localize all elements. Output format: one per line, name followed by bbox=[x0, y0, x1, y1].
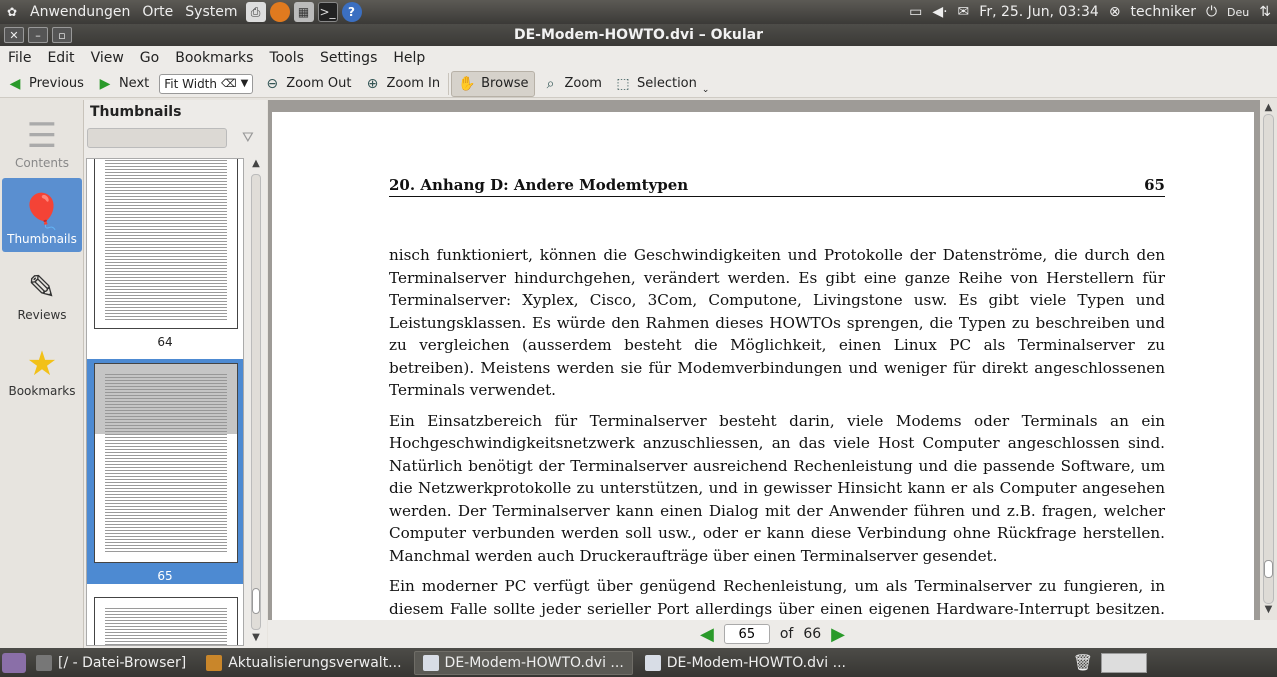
document-scrollbar[interactable] bbox=[1260, 100, 1277, 620]
paragraph: Ein Einsatzbereich für Terminalserver besteht darin, viele Modems oder Terminals an ein Hochgeschwindigkeitsnetzwerk anzuschliessen, an das viele Host Computer angeschlossen sind. Natürlich benötigt der Terminalserver ausreichend Rechenleistung und die passende Software, um die Netzwerkprotokolle zu unterstützen, und in gewisser Hinsicht kann er als Computer angesehen werden. Der Terminalserver kann einen Dialog mit der Anwender führen und z.B. fragen, welcher Computer verbunden werden soll usw., oder er kann diese Verbindung ohne Rückfrage herstellen. Manchmal werden auch Druckeraufträge über einen Terminalserver gesendet. bbox=[389, 411, 1165, 565]
scrollbar-thumb[interactable] bbox=[252, 588, 260, 614]
tray-area bbox=[1073, 653, 1277, 673]
thumbnail-page-64[interactable] bbox=[94, 158, 238, 329]
keyboard-layout[interactable]: Deu bbox=[1227, 5, 1250, 19]
task-label: [/ - Datei-Browser] bbox=[58, 654, 187, 671]
scroll-down-icon[interactable]: ▼ bbox=[252, 632, 260, 643]
zoom-tool-button[interactable] bbox=[535, 71, 607, 97]
zoom-in-icon: ⊕ bbox=[366, 75, 379, 92]
task-label: Aktualisierungsverwalt... bbox=[228, 654, 402, 671]
filter-icon[interactable]: ⛛ bbox=[242, 130, 254, 146]
zoom-out-icon: ⊖ bbox=[266, 75, 279, 92]
zoom-label: Zoom bbox=[564, 76, 602, 91]
menu-system[interactable]: System bbox=[185, 4, 238, 20]
star-icon: ★ bbox=[26, 344, 58, 384]
menu-file[interactable]: File bbox=[8, 50, 32, 66]
printer-icon[interactable]: ⎙ bbox=[246, 2, 266, 22]
sidebar-item-thumbnails[interactable] bbox=[2, 178, 82, 252]
magnifier-icon: ⌕ bbox=[546, 75, 555, 92]
user-icon: ⊗ bbox=[1108, 4, 1121, 20]
sidebar-item-label: Contents bbox=[15, 156, 69, 170]
scrollbar-thumb[interactable] bbox=[1264, 560, 1273, 578]
thumbnail-search-input[interactable] bbox=[87, 128, 227, 148]
task-okular-active[interactable] bbox=[414, 651, 633, 675]
terminal-icon[interactable]: >_ bbox=[318, 2, 338, 22]
hand-icon: ✋ bbox=[458, 75, 476, 92]
zoom-out-label: Zoom Out bbox=[286, 76, 352, 91]
scrollbar-trough[interactable] bbox=[1263, 114, 1274, 604]
menu-places[interactable]: Orte bbox=[142, 4, 174, 20]
window-title: DE-Modem-HOWTO.dvi – Okular bbox=[513, 27, 763, 43]
sidebar-item-bookmarks[interactable] bbox=[2, 330, 82, 404]
document-page[interactable] bbox=[272, 112, 1254, 622]
chevron-down-icon[interactable]: ▼ bbox=[240, 78, 249, 89]
task-update-manager[interactable] bbox=[198, 651, 409, 675]
scrollbar-trough[interactable] bbox=[251, 174, 261, 630]
close-icon[interactable]: ✕ bbox=[4, 27, 24, 43]
paragraph: nisch funktioniert, können die Geschwindigkeiten und Protokolle der Datenströme, die durch den Terminalserver hindurchgehen, verändert werden. Es gibt eine ganze Reihe von Herstellern für Terminalserver: Xyplex, Cisco, 3Com, Computone, Livingstone usw. Es gibt viele Typen und Leistungsklassen. Es würde den Rahmen dieses HOWTOs sprengen, die Typen zu beschreiben und zu vergleichen (ausserdem besteht die Möglichkeit, einen Linux PC als Terminalserver zu betreiben). Meistens werden sie für Modemverbindungen und weniger für direkt angeschlossenen Terminals verwendet. bbox=[389, 246, 1165, 399]
user-name[interactable]: techniker bbox=[1130, 4, 1196, 20]
menu-tools[interactable]: Tools bbox=[269, 50, 304, 66]
menu-settings[interactable]: Settings bbox=[319, 50, 378, 66]
paragraph: Ein moderner PC verfügt über genügend Rechenleistung, um als Terminalserver zu fungieren, in diesem Falle sollte jeder serieller Port allerdings über einen eigenen Hardware-Interrupt besitzen. bbox=[389, 577, 1165, 618]
selection-label: Selection bbox=[636, 76, 697, 91]
zoom-in-button[interactable] bbox=[357, 71, 446, 97]
menu-go[interactable]: Go bbox=[139, 50, 160, 66]
running-head bbox=[389, 176, 1165, 197]
folder-icon bbox=[36, 655, 52, 671]
page-number-input[interactable] bbox=[724, 624, 770, 644]
maximize-icon[interactable]: ▫ bbox=[52, 27, 72, 43]
sidebar-item-contents[interactable] bbox=[2, 102, 82, 176]
next-page-icon[interactable]: ▶ bbox=[831, 623, 845, 645]
sidebar-item-label: Bookmarks bbox=[8, 384, 76, 398]
page-navigation-bar bbox=[268, 620, 1277, 648]
page-total: 66 bbox=[803, 626, 822, 642]
menubar bbox=[0, 46, 1277, 70]
scroll-up-icon[interactable]: ▲ bbox=[252, 158, 260, 169]
toolbar-separator bbox=[448, 73, 449, 95]
task-label: DE-Modem-HOWTO.dvi ... bbox=[444, 654, 624, 671]
sidebar-item-label: Reviews bbox=[17, 308, 67, 322]
scroll-up-icon[interactable]: ▲ bbox=[1264, 102, 1273, 113]
volume-icon[interactable]: ◀︎· bbox=[932, 4, 948, 20]
selection-icon: ⬚ bbox=[616, 75, 630, 92]
thumbnails-icon: 🎈 bbox=[20, 192, 64, 232]
zoom-mode-value: Fit Width bbox=[164, 76, 217, 91]
okular-icon bbox=[423, 655, 439, 671]
zoom-out-button[interactable] bbox=[257, 71, 357, 97]
minimize-icon[interactable]: – bbox=[28, 27, 48, 43]
menu-view[interactable]: View bbox=[90, 50, 124, 66]
pencil-icon: ✎ bbox=[27, 268, 57, 308]
scroll-down-icon[interactable]: ▼ bbox=[1264, 604, 1273, 615]
trash-icon[interactable]: 🗑 bbox=[1072, 653, 1093, 672]
previous-page-icon: ◀ bbox=[9, 75, 21, 92]
help-icon[interactable]: ? bbox=[342, 2, 362, 22]
power-icon[interactable]: ⏻ bbox=[1205, 4, 1218, 20]
thumbnail-page-number: 64 bbox=[157, 335, 173, 349]
show-desktop-icon[interactable] bbox=[2, 653, 26, 673]
firefox-icon[interactable] bbox=[270, 2, 290, 22]
thumbnail-page-66[interactable] bbox=[94, 597, 238, 646]
main-toolbar bbox=[0, 70, 1277, 98]
gnome-foot-icon[interactable]: ✿ bbox=[6, 5, 18, 19]
browse-label: Browse bbox=[481, 76, 529, 91]
zoom-mode-select[interactable] bbox=[159, 74, 253, 94]
thumbnail-list bbox=[86, 158, 244, 646]
workspace-switcher[interactable] bbox=[1101, 653, 1147, 673]
document-viewer[interactable] bbox=[268, 100, 1260, 620]
okular-icon bbox=[645, 655, 661, 671]
display-icon[interactable]: ▭ bbox=[909, 4, 923, 20]
network-icon[interactable]: ⇅ bbox=[1259, 4, 1271, 20]
browse-tool-button[interactable] bbox=[451, 71, 535, 97]
contents-icon: ☰ bbox=[26, 116, 58, 156]
running-head-page: 65 bbox=[1144, 176, 1165, 194]
next-button[interactable] bbox=[90, 71, 155, 97]
previous-page-icon[interactable]: ◀ bbox=[699, 623, 714, 645]
next-page-icon: ▶ bbox=[99, 75, 111, 92]
next-label: Next bbox=[118, 76, 150, 91]
running-head-title: 20. Anhang D: Andere Modemtypen bbox=[389, 176, 689, 194]
sidebar-item-reviews[interactable] bbox=[2, 254, 82, 328]
datetime[interactable]: Fr, 25. Jun, 03:34 bbox=[979, 4, 1099, 20]
thumbnail-page-65[interactable] bbox=[94, 363, 238, 563]
clear-icon[interactable]: ⌫ bbox=[221, 77, 237, 90]
window-titlebar bbox=[0, 24, 1277, 46]
sidebar-item-label: Thumbnails bbox=[7, 232, 77, 246]
selection-tool-button[interactable] bbox=[608, 71, 715, 97]
menu-bookmarks[interactable]: Bookmarks bbox=[175, 50, 254, 66]
menu-help[interactable]: Help bbox=[393, 50, 426, 66]
task-label: DE-Modem-HOWTO.dvi ... bbox=[666, 654, 846, 671]
thumbnails-title: Thumbnails bbox=[90, 104, 182, 120]
page-of-label: of bbox=[779, 626, 794, 642]
document-body bbox=[389, 244, 1165, 622]
thumbnail-scrollbar[interactable] bbox=[248, 158, 264, 646]
previous-button[interactable] bbox=[0, 71, 90, 97]
gnome-bottom-panel bbox=[0, 648, 1277, 677]
menu-edit[interactable]: Edit bbox=[47, 50, 75, 66]
calculator-icon[interactable]: ▦ bbox=[294, 2, 314, 22]
gnome-top-panel bbox=[0, 0, 1277, 24]
mail-icon[interactable]: ✉ bbox=[957, 4, 970, 20]
thumbnails-panel bbox=[84, 100, 267, 648]
previous-label: Previous bbox=[29, 76, 84, 91]
task-file-browser[interactable] bbox=[28, 651, 194, 675]
zoom-in-label: Zoom In bbox=[386, 76, 441, 91]
update-icon bbox=[206, 655, 222, 671]
thumbnail-page-number: 65 bbox=[157, 569, 173, 583]
task-okular[interactable] bbox=[637, 651, 854, 675]
menu-applications[interactable]: Anwendungen bbox=[30, 4, 131, 20]
sidebar bbox=[0, 100, 84, 648]
chevron-down-icon[interactable]: ⌄ bbox=[701, 84, 710, 95]
